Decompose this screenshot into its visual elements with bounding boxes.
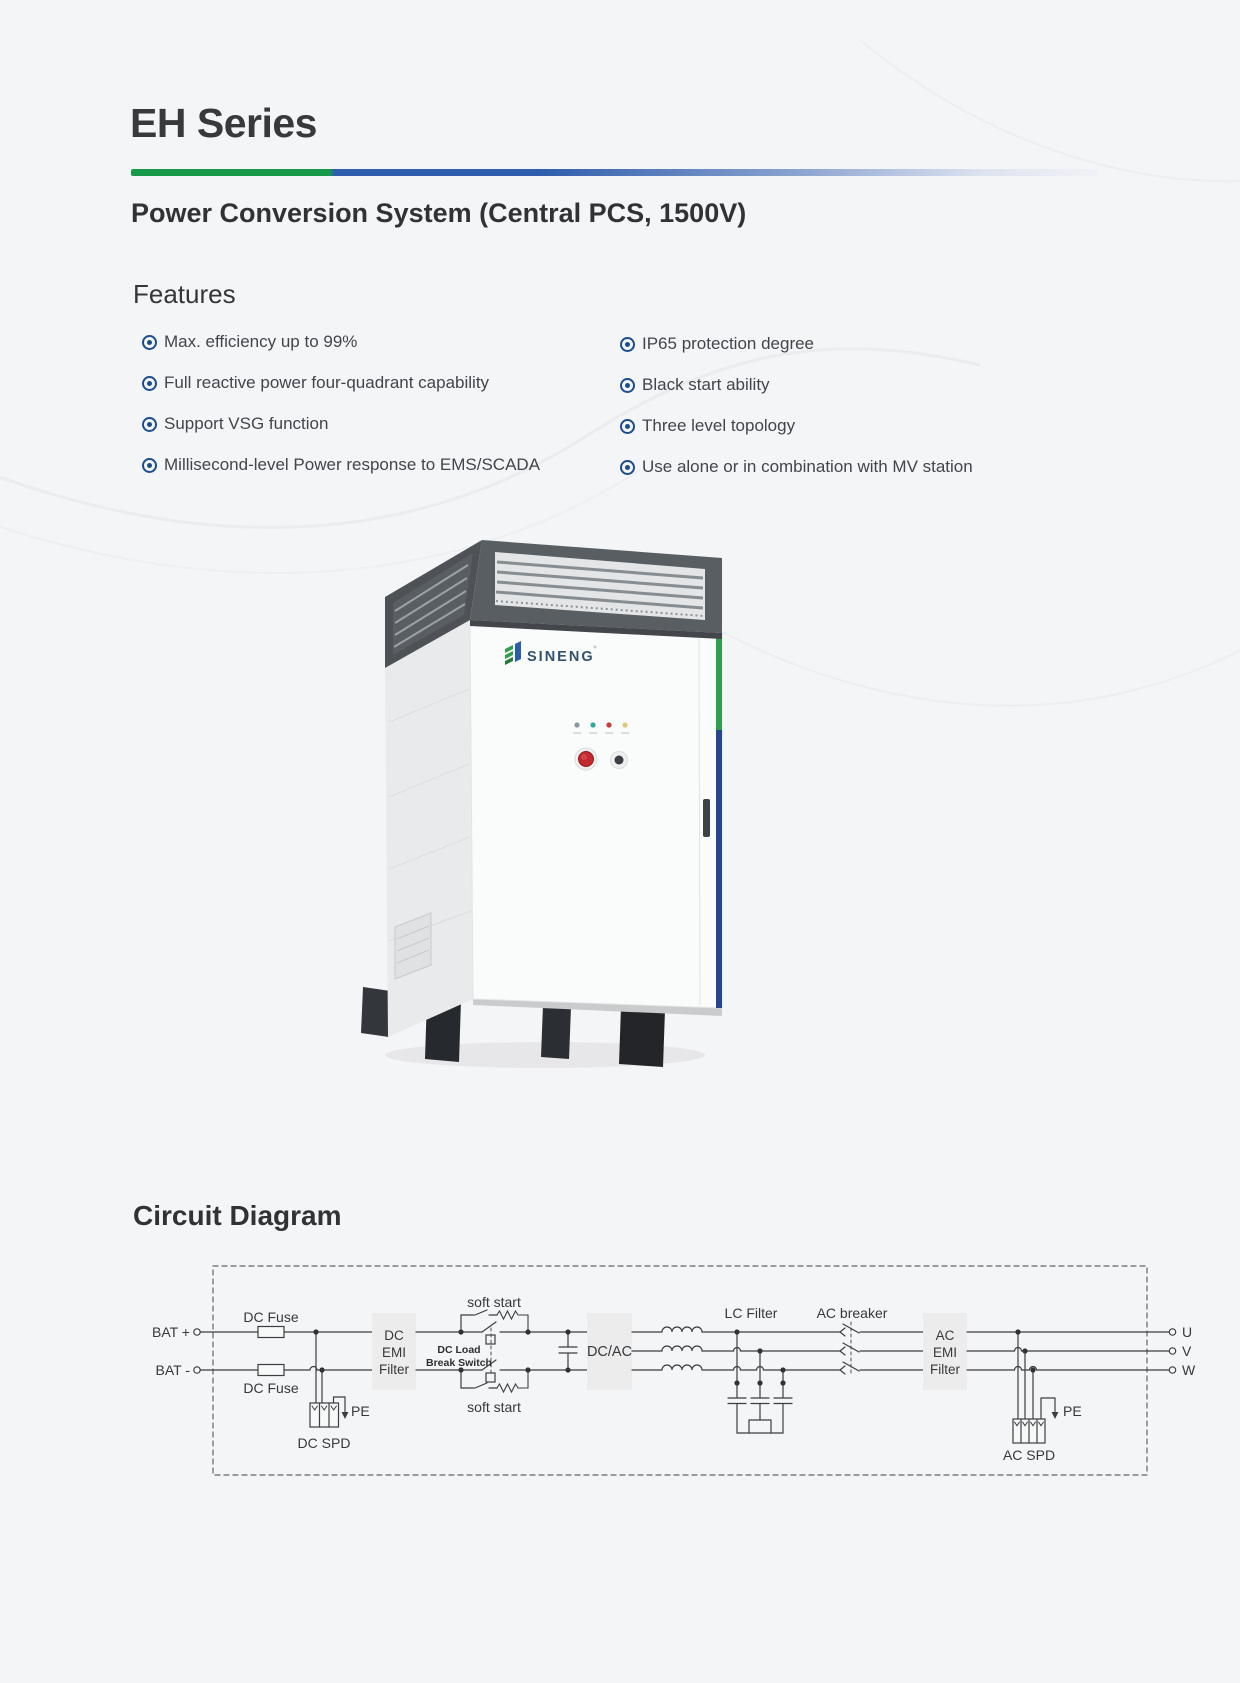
led-indicator xyxy=(574,722,579,727)
door-handle xyxy=(703,799,710,837)
bullet-icon xyxy=(142,458,157,473)
dc-link-capacitor xyxy=(559,1332,577,1370)
dc-emi-line: Filter xyxy=(379,1362,409,1377)
bullet-icon xyxy=(142,376,157,391)
dc-fuse-label-top: DC Fuse xyxy=(243,1309,299,1325)
pe-lead-right xyxy=(1041,1398,1055,1419)
ac-spd-symbol xyxy=(1013,1419,1045,1443)
inductor xyxy=(662,1346,702,1351)
bat-minus-rail xyxy=(200,1367,372,1371)
dc-spd-label: DC SPD xyxy=(297,1435,351,1451)
brand-logo-text: SINENG xyxy=(527,649,595,665)
pe-arrow-right xyxy=(1052,1412,1059,1419)
ac-spd-drops xyxy=(1018,1332,1033,1419)
product-image xyxy=(355,497,745,1077)
feature-text: Three level topology xyxy=(642,416,796,435)
feature-item xyxy=(142,330,540,354)
ac-spd-label: AC SPD xyxy=(1002,1447,1056,1463)
feature-text: IP65 protection degree xyxy=(642,334,815,353)
pe-arrow-left xyxy=(342,1412,349,1419)
w-terminal xyxy=(1169,1367,1175,1373)
led-indicator xyxy=(606,722,611,727)
ac-breaker-symbol xyxy=(840,1322,859,1376)
page-subtitle: Power Conversion System (Central PCS, 1500V) xyxy=(131,198,747,228)
feature-text: Black start ability xyxy=(642,375,770,394)
dc-fuse-symbol xyxy=(258,1365,284,1376)
bullet-icon xyxy=(620,460,635,475)
led-indicator xyxy=(590,722,595,727)
v-terminal xyxy=(1169,1348,1175,1354)
bat-minus-label: BAT - xyxy=(155,1362,190,1378)
power-button xyxy=(611,752,628,769)
u-terminal xyxy=(1169,1329,1175,1335)
features-column-right xyxy=(620,332,973,496)
accent-bar xyxy=(131,169,1099,176)
load-break-label-line: Break Switch xyxy=(426,1357,492,1369)
features-column-left xyxy=(142,330,540,494)
pe-label-right: PE xyxy=(1063,1403,1082,1419)
dc-emi-line: EMI xyxy=(381,1345,407,1360)
load-break-label-line: DC Load xyxy=(437,1344,481,1356)
emergency-stop-button xyxy=(575,748,597,770)
accent-stripe-green xyxy=(716,635,722,730)
bullet-icon xyxy=(620,337,635,352)
bullet-icon xyxy=(620,419,635,434)
ac-emi-line: EMI xyxy=(932,1345,958,1360)
ac-emi-line: Filter xyxy=(930,1362,960,1377)
soft-start-label-top: soft start xyxy=(467,1294,521,1310)
bat-plus-terminal xyxy=(194,1329,200,1335)
feature-text: Millisecond-level Power response to EMS/SCADA xyxy=(164,455,541,474)
feature-text: Support VSG function xyxy=(164,414,329,433)
accent-stripe-blue xyxy=(716,730,722,1008)
phase-lines xyxy=(632,1327,923,1370)
bullet-icon xyxy=(620,378,635,393)
feature-text: Use alone or in combination with MV station xyxy=(642,457,973,476)
dc-load-break-switch-symbol xyxy=(482,1322,496,1382)
feature-item xyxy=(620,455,973,479)
ac-emi-line: AC xyxy=(935,1328,955,1343)
features-heading: Features xyxy=(133,279,236,309)
bullet-icon xyxy=(142,335,157,350)
feature-item xyxy=(620,332,973,356)
cabinet-door xyxy=(470,620,722,1008)
ac-breaker-label: AC breaker xyxy=(816,1305,888,1321)
w-label: W xyxy=(1182,1362,1196,1378)
led-indicator xyxy=(622,722,627,727)
soft-start-bypass-top xyxy=(461,1310,528,1332)
dc-ac-label: DC/AC xyxy=(586,1344,633,1360)
bat-minus-terminal xyxy=(194,1367,200,1373)
feature-text: Max. efficiency up to 99% xyxy=(164,332,358,351)
inductor xyxy=(662,1327,702,1332)
output-lines xyxy=(967,1332,1169,1370)
circuit-diagram-heading: Circuit Diagram xyxy=(133,1200,342,1231)
v-label: V xyxy=(1182,1343,1192,1359)
lc-filter-label: LC Filter xyxy=(724,1305,778,1321)
dc-emi-line: DC xyxy=(384,1328,404,1343)
bat-plus-label: BAT + xyxy=(151,1324,190,1340)
feature-item xyxy=(620,373,973,397)
circuit-diagram xyxy=(120,1150,1196,1490)
bullet-icon xyxy=(142,417,157,432)
page-title: EH Series xyxy=(130,100,317,146)
u-label: U xyxy=(1182,1324,1193,1340)
feature-item xyxy=(142,412,540,436)
dc-fuse-symbol xyxy=(258,1327,284,1338)
dc-fuse-label-bottom: DC Fuse xyxy=(243,1380,299,1396)
feature-text: Full reactive power four-quadrant capability xyxy=(164,373,490,392)
feature-item xyxy=(142,371,540,395)
feature-item xyxy=(142,453,540,477)
inductor xyxy=(662,1365,702,1370)
cabinet-left-panel xyxy=(385,620,473,1037)
feature-item xyxy=(620,414,973,438)
soft-start-label-bottom: soft start xyxy=(467,1399,521,1415)
dc-spd-symbol xyxy=(310,1403,339,1427)
pe-label-left: PE xyxy=(351,1403,370,1419)
